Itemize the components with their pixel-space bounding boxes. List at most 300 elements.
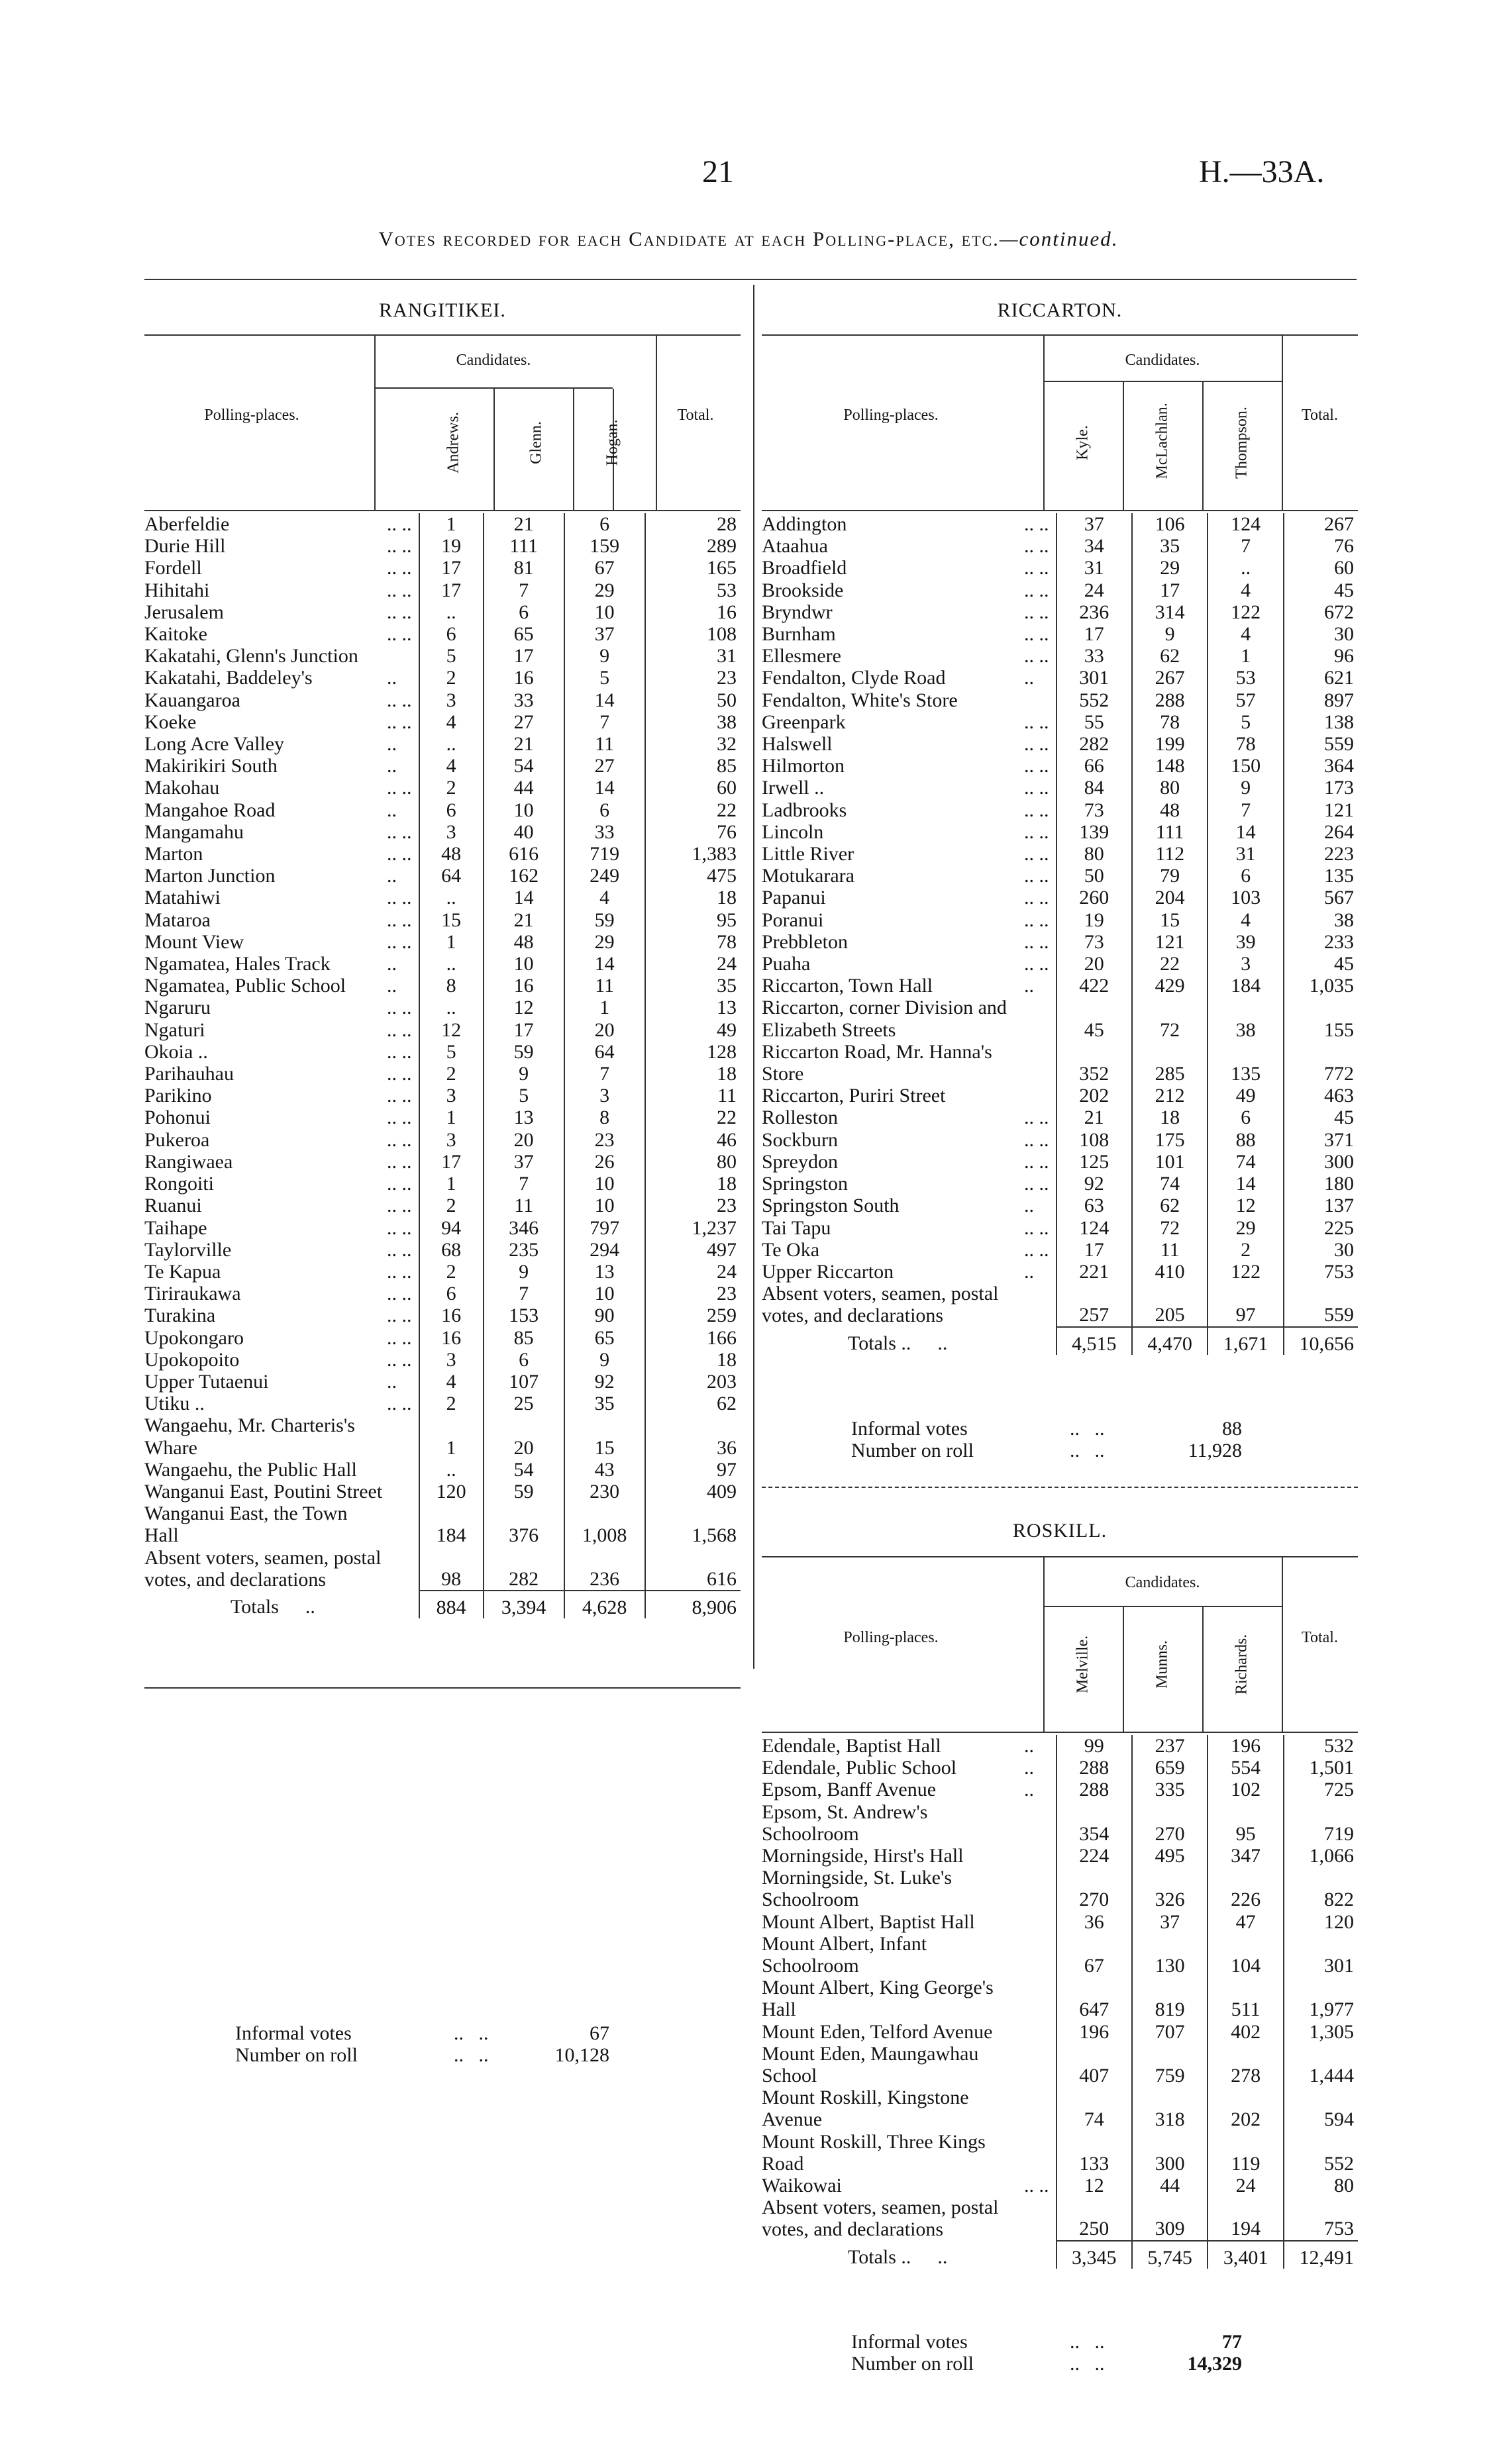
candidate-votes: 347 bbox=[1208, 1845, 1283, 1867]
table-row bbox=[762, 777, 1358, 799]
table-row bbox=[762, 667, 1358, 689]
row-total: 223 bbox=[1284, 843, 1358, 865]
candidate-votes: 6 bbox=[484, 601, 564, 623]
candidate-votes: 39 bbox=[1208, 931, 1283, 953]
candidate-votes: 14 bbox=[564, 689, 645, 711]
candidate-votes: 288 bbox=[1057, 1779, 1132, 1800]
row-total: 594 bbox=[1284, 2087, 1358, 2130]
candidate-votes: 5 bbox=[1208, 711, 1283, 733]
polling-place-label: Upper Riccarton bbox=[762, 1260, 894, 1283]
rangitikei-candidate-1: Andrews. bbox=[444, 412, 462, 473]
polling-place bbox=[762, 1845, 1057, 1867]
candidate-votes: 16 bbox=[484, 975, 564, 997]
polling-place-label: Tiriraukawa bbox=[144, 1283, 241, 1305]
roskill-header-rule-3 bbox=[1123, 1607, 1124, 1732]
row-total: 264 bbox=[1284, 821, 1358, 843]
candidate-votes: 6 bbox=[1208, 1107, 1283, 1128]
row-total: 96 bbox=[1284, 645, 1358, 667]
polling-place-label: Absent voters, seamen, postal votes, and declarations bbox=[762, 2196, 999, 2241]
polling-place bbox=[144, 1129, 419, 1151]
leader-dots: .. bbox=[387, 667, 397, 689]
polling-place-label: Bryndwr bbox=[762, 601, 833, 623]
polling-place-label: Mount View bbox=[144, 930, 244, 953]
leader-dots: .. .. bbox=[1024, 909, 1049, 931]
polling-place bbox=[762, 711, 1057, 733]
candidate-votes: 759 bbox=[1132, 2043, 1208, 2087]
candidate-votes: 2 bbox=[419, 777, 484, 799]
polling-place-label: Morningside, St. Luke's Schoolroom bbox=[762, 1867, 953, 1911]
totals-row bbox=[762, 1327, 1358, 1355]
table-row bbox=[144, 689, 741, 711]
candidate-votes: 318 bbox=[1132, 2087, 1208, 2130]
row-total: 76 bbox=[1284, 535, 1358, 557]
table-row bbox=[144, 645, 741, 667]
polling-place bbox=[762, 623, 1057, 645]
candidate-votes: 294 bbox=[564, 1239, 645, 1261]
row-total: 409 bbox=[645, 1481, 741, 1503]
table-row bbox=[762, 2043, 1358, 2087]
candidate-votes: 17 bbox=[484, 645, 564, 667]
row-total: 1,568 bbox=[645, 1503, 741, 1546]
leader-dots: .. .. bbox=[1024, 579, 1049, 601]
rangitikei-rows bbox=[144, 513, 741, 1618]
table-row bbox=[144, 1107, 741, 1128]
table-row bbox=[762, 1757, 1358, 1779]
candidate-votes: 4 bbox=[419, 711, 484, 733]
table-row bbox=[144, 953, 741, 975]
row-total: 31 bbox=[645, 645, 741, 667]
riccarton-polling-header: Polling-places. bbox=[843, 407, 939, 424]
candidate-votes: 88 bbox=[1208, 1129, 1283, 1151]
polling-place-label: Halswell bbox=[762, 733, 833, 756]
polling-place-label: Edendale, Public School bbox=[762, 1757, 957, 1779]
table-row bbox=[762, 557, 1358, 579]
row-total: 1,977 bbox=[1284, 1977, 1358, 2020]
riccarton-candidate-2: McLachlan. bbox=[1153, 403, 1171, 479]
leader-dots: .. .. bbox=[387, 887, 412, 909]
roskill-candidates-header: Candidates. bbox=[1125, 1574, 1200, 1591]
table-row bbox=[144, 865, 741, 887]
polling-place-label: Makohau bbox=[144, 777, 220, 799]
leader-dots: .. .. bbox=[1024, 623, 1049, 646]
candidate-votes: 74 bbox=[1208, 1151, 1283, 1173]
table-row bbox=[144, 755, 741, 777]
polling-place-label: Taylorville bbox=[144, 1238, 232, 1261]
row-total: 108 bbox=[645, 623, 741, 645]
riccarton-roll-row: Number on roll .. .. 11,928 bbox=[851, 1440, 1242, 1461]
candidate-votes: 19 bbox=[419, 535, 484, 557]
leader-dots: .. .. bbox=[387, 1195, 412, 1217]
polling-place-label: Marton Junction bbox=[144, 865, 276, 887]
table-row bbox=[144, 1459, 741, 1481]
totals-row bbox=[144, 1591, 741, 1618]
rangitikei-total-header: Total. bbox=[677, 407, 714, 424]
rangitikei-candidate-3: Hogan. bbox=[603, 419, 621, 466]
candidate-votes: 429 bbox=[1132, 975, 1208, 997]
candidate-votes: 9 bbox=[564, 1349, 645, 1371]
table-row bbox=[144, 1173, 741, 1195]
candidate-votes: 376 bbox=[484, 1503, 564, 1546]
leader-dots: .. .. bbox=[387, 1393, 412, 1415]
row-total: 11 bbox=[645, 1085, 741, 1107]
candidate-votes: 78 bbox=[1132, 711, 1208, 733]
row-total: 38 bbox=[1284, 909, 1358, 931]
polling-place bbox=[762, 2196, 1057, 2240]
row-total: 1,237 bbox=[645, 1217, 741, 1239]
candidate-votes: 80 bbox=[1057, 843, 1132, 865]
table-row bbox=[762, 1867, 1358, 1910]
rangitikei-polling-header: Polling-places. bbox=[204, 407, 299, 424]
candidate-votes: 3 bbox=[564, 1085, 645, 1107]
table-row bbox=[762, 535, 1358, 557]
polling-place-label: Ngaruru bbox=[144, 997, 211, 1019]
table-row bbox=[762, 1173, 1358, 1195]
candidate-votes: 23 bbox=[564, 1129, 645, 1151]
riccarton-header-bottom-rule bbox=[762, 510, 1358, 511]
leader-dots: .. .. bbox=[387, 1326, 412, 1349]
riccarton-title: RICCARTON. bbox=[997, 299, 1123, 321]
row-total: 76 bbox=[645, 821, 741, 843]
polling-place-label: Brookside bbox=[762, 579, 844, 601]
candidate-votes: 5 bbox=[564, 667, 645, 689]
candidate-votes: 38 bbox=[1208, 997, 1283, 1040]
polling-place bbox=[144, 1283, 419, 1305]
row-total: 1,035 bbox=[1284, 975, 1358, 997]
candidate-votes: 221 bbox=[1057, 1261, 1132, 1283]
polling-place-label: Ellesmere bbox=[762, 645, 841, 667]
candidate-votes: 124 bbox=[1208, 513, 1283, 535]
candidate-votes: 20 bbox=[484, 1414, 564, 1458]
table-row bbox=[144, 1129, 741, 1151]
row-total: 78 bbox=[645, 931, 741, 953]
polling-place bbox=[144, 733, 419, 755]
polling-place bbox=[144, 1459, 419, 1481]
candidate-votes: 37 bbox=[564, 623, 645, 645]
riccarton-candidate-3: Thompson. bbox=[1233, 407, 1251, 479]
riccarton-informal-value: 88 bbox=[1222, 1418, 1242, 1440]
polling-place bbox=[144, 579, 419, 601]
candidate-votes: 1 bbox=[1208, 645, 1283, 667]
row-total: 80 bbox=[645, 1151, 741, 1173]
leader-dots: .. .. bbox=[387, 843, 412, 865]
row-total: 532 bbox=[1284, 1735, 1358, 1757]
table-row bbox=[762, 953, 1358, 975]
candidate-votes: 707 bbox=[1132, 2021, 1208, 2043]
polling-place bbox=[144, 601, 419, 623]
candidate-votes: 819 bbox=[1132, 1977, 1208, 2020]
candidate-votes: 14 bbox=[484, 887, 564, 909]
candidate-votes: 10 bbox=[484, 953, 564, 975]
polling-place bbox=[144, 953, 419, 975]
candidate-votes: 7 bbox=[564, 1063, 645, 1085]
page-heading bbox=[199, 227, 1298, 251]
candidate-votes: 97 bbox=[1208, 1283, 1283, 1326]
polling-place bbox=[144, 1107, 419, 1128]
table-row bbox=[762, 909, 1358, 931]
polling-place-label: Mount Albert, Infant Schoolroom bbox=[762, 1932, 927, 1977]
candidate-votes: 236 bbox=[1057, 601, 1132, 623]
polling-place bbox=[144, 1305, 419, 1326]
candidate-votes: 2 bbox=[419, 1195, 484, 1216]
polling-place bbox=[144, 711, 419, 733]
roskill-candidates-rule bbox=[1043, 1606, 1282, 1607]
table-row bbox=[144, 799, 741, 821]
table-row bbox=[762, 799, 1358, 821]
rangitikei-roll-label: Number on roll bbox=[235, 2044, 358, 2066]
polling-place bbox=[762, 557, 1057, 579]
leader-dots: .. .. bbox=[387, 1260, 412, 1283]
polling-place-label: Wangaehu, Mr. Charteris's Whare bbox=[144, 1414, 355, 1459]
candidate-votes: 43 bbox=[564, 1459, 645, 1481]
table-row bbox=[144, 623, 741, 645]
leader-dots: .. .. bbox=[1024, 2175, 1049, 2197]
polling-place bbox=[144, 667, 419, 689]
row-total: 173 bbox=[1284, 777, 1358, 799]
row-total: 552 bbox=[1284, 2131, 1358, 2175]
candidate-votes: 352 bbox=[1057, 1041, 1132, 1085]
table-row bbox=[762, 2087, 1358, 2130]
polling-place-label: Upokongaro bbox=[144, 1326, 244, 1349]
candidate-votes: 111 bbox=[484, 535, 564, 557]
candidate-votes: 106 bbox=[1132, 513, 1208, 535]
candidate-votes: 554 bbox=[1208, 1757, 1283, 1779]
leader-dots: .. .. bbox=[1024, 930, 1049, 953]
polling-place-label: Addington bbox=[762, 513, 847, 535]
candidate-votes: 68 bbox=[419, 1239, 484, 1261]
leader-dots: .. bbox=[387, 733, 397, 756]
candidate-votes: 1,008 bbox=[564, 1503, 645, 1546]
candidate-total: 3,401 bbox=[1208, 2241, 1283, 2269]
polling-place-label: Mangahoe Road bbox=[144, 799, 276, 821]
polling-place bbox=[144, 1151, 419, 1173]
candidate-votes: 22 bbox=[1132, 953, 1208, 975]
candidate-votes: 6 bbox=[419, 623, 484, 645]
row-total: 16 bbox=[645, 601, 741, 623]
candidate-votes: 5 bbox=[419, 645, 484, 667]
row-total: 772 bbox=[1284, 1041, 1358, 1085]
polling-place-label: Hilmorton bbox=[762, 755, 845, 777]
polling-place-label: Fendalton, Clyde Road bbox=[762, 667, 946, 689]
leader-dots: .. .. bbox=[387, 1040, 412, 1063]
candidate-votes: 7 bbox=[564, 711, 645, 733]
leader-dots: .. .. bbox=[387, 930, 412, 953]
table-row bbox=[762, 1129, 1358, 1151]
table-row bbox=[762, 513, 1358, 535]
candidate-votes: 511 bbox=[1208, 1977, 1283, 2020]
polling-place-label: Fendalton, White's Store bbox=[762, 689, 958, 711]
candidate-votes: 15 bbox=[1132, 909, 1208, 931]
candidate-votes: 9 bbox=[1208, 777, 1283, 799]
roskill-roll-row: Number on roll .. .. 14,329 bbox=[851, 2353, 1242, 2375]
candidate-votes: 33 bbox=[564, 821, 645, 843]
polling-place-label: Koeke bbox=[144, 711, 197, 733]
candidate-votes: 29 bbox=[564, 579, 645, 601]
row-total: 128 bbox=[645, 1041, 741, 1063]
table-row bbox=[144, 777, 741, 799]
riccarton-header-top-rule bbox=[762, 334, 1358, 336]
polling-place-label: Mataroa bbox=[144, 909, 211, 931]
polling-place bbox=[144, 1195, 419, 1216]
candidate-votes: 37 bbox=[484, 1151, 564, 1173]
table-row bbox=[144, 1393, 741, 1414]
candidate-votes: 288 bbox=[1057, 1757, 1132, 1779]
row-total: 28 bbox=[645, 513, 741, 535]
polling-place-label: Waikowai bbox=[762, 2175, 842, 2197]
polling-place-label: Ladbrooks bbox=[762, 799, 847, 821]
candidate-votes: 10 bbox=[564, 1195, 645, 1216]
riccarton-informal-label: Informal votes bbox=[851, 1418, 968, 1440]
polling-place bbox=[762, 2175, 1057, 2196]
row-total: 259 bbox=[645, 1305, 741, 1326]
polling-place-label: Te Oka bbox=[762, 1238, 820, 1261]
rangitikei-candidate-2: Glenn. bbox=[527, 421, 545, 464]
leader-dots: .. .. bbox=[1024, 1107, 1049, 1129]
candidate-votes: 11 bbox=[564, 975, 645, 997]
candidate-votes: 62 bbox=[1132, 645, 1208, 667]
polling-place-label: Long Acre Valley bbox=[144, 733, 285, 756]
polling-place bbox=[762, 755, 1057, 777]
candidate-votes: 125 bbox=[1057, 1151, 1132, 1173]
polling-place-label: Upokopoito bbox=[144, 1348, 240, 1371]
polling-place-label: Mount Roskill, Kingstone Avenue bbox=[762, 2087, 969, 2131]
riccarton-table bbox=[762, 513, 1358, 1355]
polling-place bbox=[762, 1107, 1057, 1128]
candidate-votes: 59 bbox=[564, 909, 645, 931]
row-total: 621 bbox=[1284, 667, 1358, 689]
candidate-votes: 19 bbox=[1057, 909, 1132, 931]
row-total: 121 bbox=[1284, 799, 1358, 821]
candidate-votes: 33 bbox=[484, 689, 564, 711]
polling-place-label: Absent voters, seamen, postal votes, and declarations bbox=[144, 1546, 382, 1591]
candidate-votes: 31 bbox=[1208, 843, 1283, 865]
candidate-votes: 31 bbox=[1057, 557, 1132, 579]
table-row bbox=[762, 2131, 1358, 2175]
candidate-total: 3,394 bbox=[484, 1591, 564, 1618]
row-total: 289 bbox=[645, 535, 741, 557]
leader-dots: .. .. bbox=[1024, 887, 1049, 909]
candidate-votes: 7 bbox=[1208, 799, 1283, 821]
polling-place bbox=[144, 645, 419, 667]
candidate-votes: 6 bbox=[419, 799, 484, 821]
candidate-votes: 79 bbox=[1132, 865, 1208, 887]
candidate-votes: 107 bbox=[484, 1371, 564, 1393]
polling-place-label: Ngaturi bbox=[144, 1018, 205, 1041]
polling-place-label: Wanganui East, the Town Hall bbox=[144, 1503, 348, 1547]
candidate-votes: 101 bbox=[1132, 1151, 1208, 1173]
row-total: 22 bbox=[645, 799, 741, 821]
candidate-votes: 34 bbox=[1057, 535, 1132, 557]
row-total: 753 bbox=[1284, 1261, 1358, 1283]
candidate-votes: 92 bbox=[564, 1371, 645, 1393]
polling-place bbox=[762, 579, 1057, 601]
candidate-votes: 11 bbox=[1132, 1239, 1208, 1261]
row-total: 166 bbox=[645, 1327, 741, 1349]
candidate-votes: 402 bbox=[1208, 2021, 1283, 2043]
row-total: 155 bbox=[1284, 997, 1358, 1040]
polling-place bbox=[144, 997, 419, 1018]
candidate-votes: 9 bbox=[1132, 623, 1208, 645]
table-row bbox=[762, 1801, 1358, 1845]
polling-place-label: Marton bbox=[144, 843, 203, 865]
candidate-votes: 20 bbox=[564, 1019, 645, 1041]
polling-place bbox=[144, 1217, 419, 1239]
leader-dots: .. .. bbox=[1024, 1173, 1049, 1195]
candidate-votes: 20 bbox=[484, 1129, 564, 1151]
candidate-votes: 24 bbox=[1208, 2175, 1283, 2196]
candidate-votes: 3 bbox=[1208, 953, 1283, 975]
candidate-votes: 124 bbox=[1057, 1217, 1132, 1239]
polling-place bbox=[144, 799, 419, 821]
row-total: 137 bbox=[1284, 1195, 1358, 1216]
candidate-votes: 159 bbox=[564, 535, 645, 557]
polling-place-label: Sockburn bbox=[762, 1128, 838, 1151]
candidate-votes: 249 bbox=[564, 865, 645, 887]
leader-dots: .. .. bbox=[387, 1150, 412, 1173]
polling-place bbox=[144, 1261, 419, 1283]
polling-place bbox=[762, 1129, 1057, 1151]
polling-place bbox=[144, 865, 419, 887]
polling-place bbox=[762, 1195, 1057, 1216]
candidate-votes: 14 bbox=[1208, 1173, 1283, 1195]
leader-dots: .. .. bbox=[387, 1085, 412, 1107]
polling-place-label: Irwell .. bbox=[762, 777, 825, 799]
table-row bbox=[762, 1283, 1358, 1326]
leader-dots: .. .. bbox=[1024, 513, 1049, 535]
polling-place bbox=[762, 513, 1057, 535]
candidate-votes: 7 bbox=[484, 1173, 564, 1195]
candidate-votes: 133 bbox=[1057, 2131, 1132, 2175]
roskill-informal-label: Informal votes bbox=[851, 2331, 968, 2353]
candidate-votes: 5 bbox=[484, 1085, 564, 1107]
leader-dots: .. bbox=[1024, 975, 1034, 997]
table-row bbox=[144, 887, 741, 909]
riccarton-candidates-rule bbox=[1043, 381, 1282, 382]
candidate-votes: 12 bbox=[419, 1019, 484, 1041]
polling-place-label: Springston South bbox=[762, 1195, 900, 1217]
rangitikei-table bbox=[144, 513, 741, 1618]
leader-dots: .. .. bbox=[1024, 865, 1049, 887]
polling-place bbox=[762, 777, 1057, 799]
candidate-votes: 230 bbox=[564, 1481, 645, 1503]
polling-place-label: Ngamatea, Public School bbox=[144, 975, 346, 997]
candidate-votes: 14 bbox=[564, 953, 645, 975]
leader-dots: .. bbox=[1024, 1757, 1034, 1779]
candidate-votes: 326 bbox=[1132, 1867, 1208, 1910]
leader-dots: .. .. bbox=[1024, 799, 1049, 821]
candidate-votes: 2 bbox=[419, 1063, 484, 1085]
candidate-votes: 7 bbox=[484, 1283, 564, 1305]
row-total: 35 bbox=[645, 975, 741, 997]
polling-place bbox=[144, 1503, 419, 1546]
candidate-votes: 54 bbox=[484, 1459, 564, 1481]
polling-place-label: Pukeroa bbox=[144, 1128, 210, 1151]
roskill-polling-header: Polling-places. bbox=[843, 1629, 939, 1646]
candidate-votes: 8 bbox=[419, 975, 484, 997]
candidate-votes: .. bbox=[419, 887, 484, 909]
polling-place-label: Parihauhau bbox=[144, 1063, 234, 1085]
candidate-votes: 65 bbox=[484, 623, 564, 645]
table-row bbox=[144, 975, 741, 997]
candidate-votes: 205 bbox=[1132, 1283, 1208, 1326]
candidate-total: 4,470 bbox=[1132, 1327, 1208, 1355]
table-row bbox=[144, 1195, 741, 1216]
row-total: 463 bbox=[1284, 1085, 1358, 1107]
leader-dots: .. .. bbox=[1024, 1150, 1049, 1173]
leader-dots: .. bbox=[1024, 667, 1034, 689]
candidate-votes: 55 bbox=[1057, 711, 1132, 733]
row-total: 225 bbox=[1284, 1217, 1358, 1239]
candidate-votes: 282 bbox=[1057, 733, 1132, 755]
